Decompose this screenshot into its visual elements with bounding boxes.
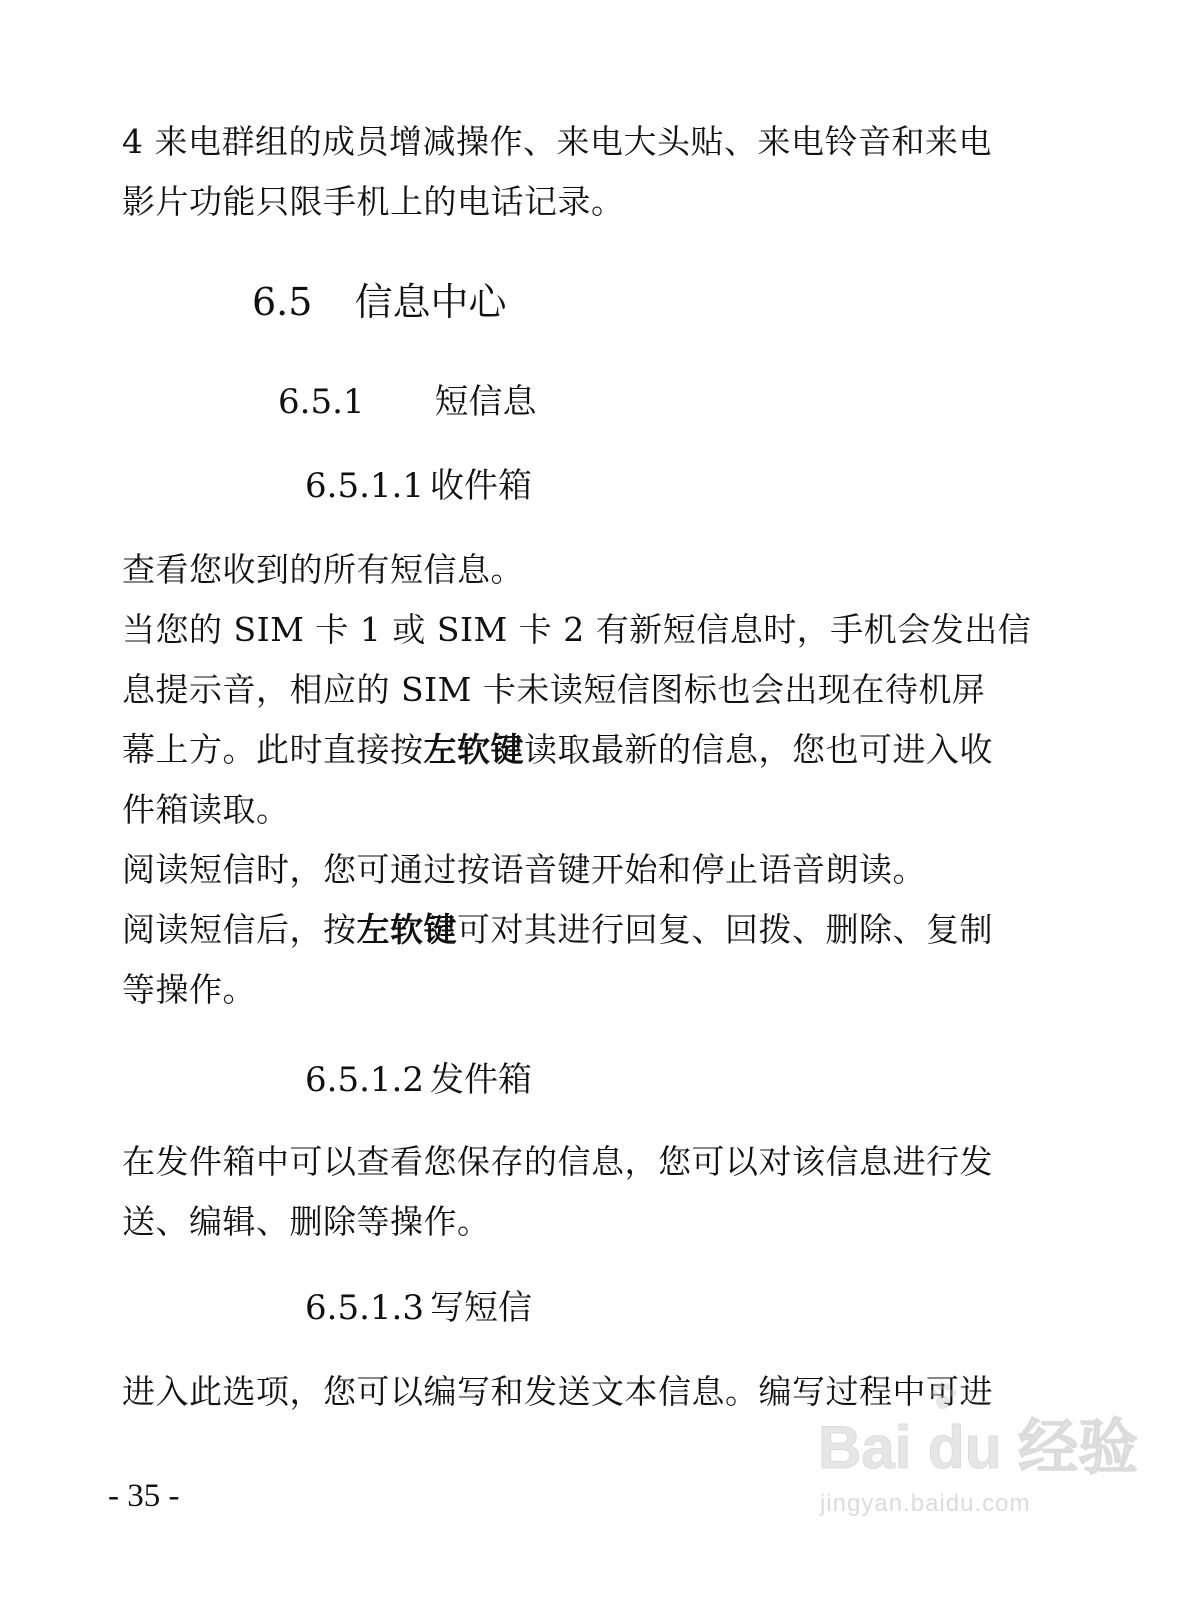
subsection-heading [278, 378, 537, 426]
page-number: - 35 - [108, 1478, 180, 1514]
write-heading [305, 1284, 532, 1332]
inbox-paragraph-2-line-2: 息提示音，相应的 SIM 卡未读短信图标也会出现在待机屏 [122, 670, 986, 709]
intro-line-1: 4 来电群组的成员增减操作、来电大头贴、来电铃音和来电 [122, 122, 992, 161]
inbox-text-segment: 读取最新的信息，您也可进入收 [524, 730, 993, 769]
section-heading [252, 276, 506, 328]
section-title: 信息中心 [354, 280, 507, 324]
watermark-brand: Bai du 经验 [818, 1414, 1139, 1481]
baidu-watermark [818, 1390, 1139, 1590]
inbox-heading [305, 462, 532, 510]
inbox-text-segment: 幕上方。此时直接按 [122, 730, 424, 769]
inbox-paragraph-3: 阅读短信时，您可通过按语音键开始和停止语音朗读。 [122, 850, 926, 889]
outbox-heading [305, 1056, 532, 1104]
inbox-body [122, 540, 1042, 1020]
inbox-text-segment: 可对其进行回复、回拨、删除、复制 [457, 910, 993, 949]
watermark-url: jingyan.baidu.com [820, 1490, 1031, 1517]
write-title: 写短信 [429, 1288, 532, 1328]
inbox-paragraph-4-line-1 [122, 900, 1042, 960]
intro-paragraph [122, 112, 1042, 232]
inbox-paragraph-2-line-4: 件箱读取。 [122, 790, 290, 829]
outbox-title: 发件箱 [429, 1060, 532, 1100]
inbox-paragraph-1: 查看您收到的所有短信息。 [122, 550, 524, 589]
left-softkey-term: 左软键 [356, 910, 457, 949]
subsection-number: 6.5.1 [278, 382, 365, 422]
left-softkey-term: 左软键 [423, 730, 524, 769]
inbox-text-segment: 阅读短信后，按 [122, 910, 357, 949]
inbox-paragraph-2-line-3 [122, 720, 1042, 780]
inbox-paragraph-4-line-2: 等操作。 [122, 970, 256, 1009]
outbox-line-2: 送、编辑、删除等操作。 [122, 1202, 491, 1241]
inbox-paragraph-2-line-1: 当您的 SIM 卡 1 或 SIM 卡 2 有新短信息时，手机会发出信 [122, 610, 1032, 649]
outbox-number: 6.5.1.2 [305, 1060, 424, 1100]
outbox-body [122, 1132, 1042, 1252]
subsection-title: 短信息 [434, 382, 537, 422]
inbox-number: 6.5.1.1 [305, 466, 424, 506]
section-number: 6.5 [252, 280, 313, 324]
intro-line-2: 影片功能只限手机上的电话记录。 [122, 182, 625, 221]
outbox-line-1: 在发件箱中可以查看您保存的信息，您可以对该信息进行发 [122, 1142, 993, 1181]
inbox-title: 收件箱 [429, 466, 532, 506]
write-number: 6.5.1.3 [305, 1288, 424, 1328]
write-line-1: 进入此选项，您可以编写和发送文本信息。编写过程中可进 [122, 1372, 993, 1411]
